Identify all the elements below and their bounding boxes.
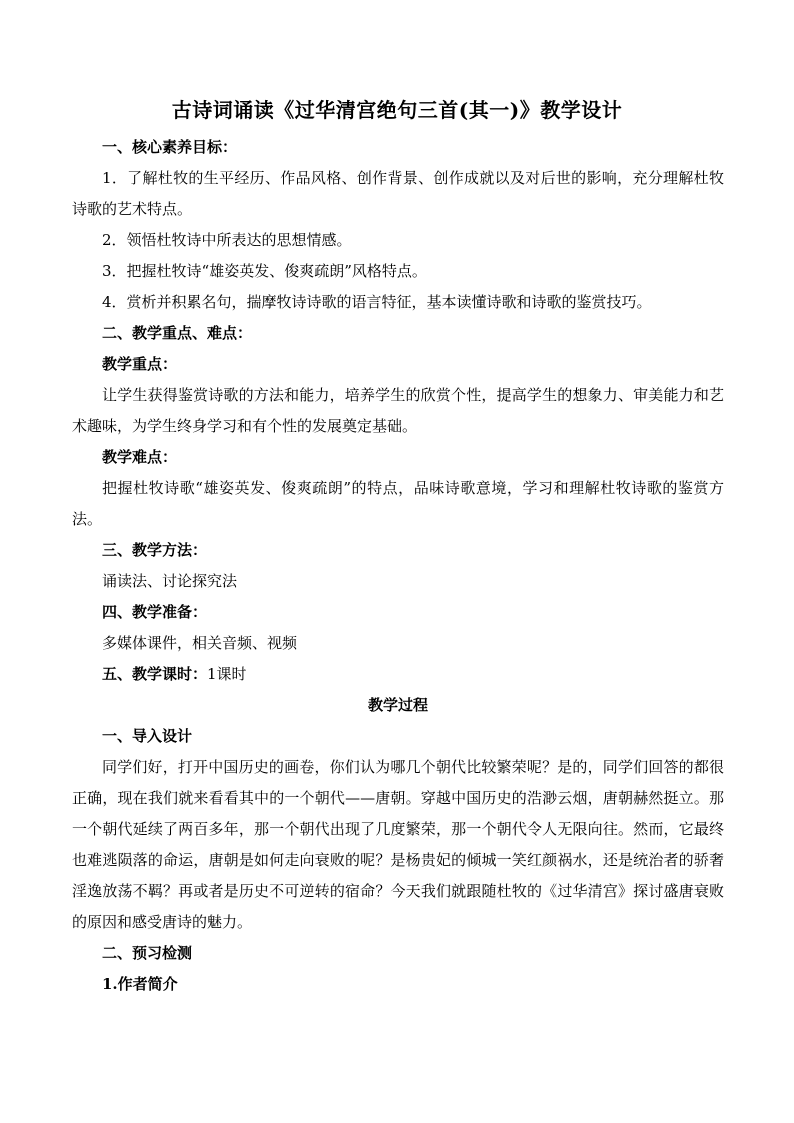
section-heading-class-hours: 五、教学课时： xyxy=(102,665,208,683)
section-heading-methods: 三、教学方法： xyxy=(102,541,208,559)
class-hours-text: 1课时 xyxy=(207,665,247,683)
process-heading: 教学过程 xyxy=(367,696,428,714)
key-point-label: 教学重点： xyxy=(102,355,178,373)
key-point-text: 让学生获得鉴赏诗歌的方法和能力，培养学生的欣赏个性，提高学生的想象力、审美能力和艺术趣味，为学生终身学习和有个性的发展奠定基础。 xyxy=(72,386,724,435)
section-heading-preparation: 四、教学准备： xyxy=(102,603,208,621)
goal-item-2: 2．领悟杜牧诗中所表达的思想情感。 xyxy=(102,231,352,249)
author-intro-heading: 1.作者简介 xyxy=(102,975,178,993)
difficulty-text: 把握杜牧诗歌“雄姿英发、俊爽疏朗”的特点，品味诗歌意境，学习和理解杜牧诗歌的鉴赏方法。 xyxy=(72,479,724,528)
intro-text: 同学们好，打开中国历史的画卷，你们认为哪几个朝代比较繁荣呢？是的，同学们回答的都很正确，现在我们就来看看其中的一个朝代——唐朝。穿越中国历史的浩渺云烟，唐朝赫然挺立。那一个朝代延续了两百多年，那一个朝代出现了几度繁荣，那一个朝代令人无限向往。然而，它最终也难逃陨落的命运，唐朝是如何走向衰败的呢？是杨贵妃的倾城一笑红颜祸水，还是统治者的骄奢淫逸放荡不羁？再或者是历史不可逆转的宿命？今天我们就跟随杜牧的《过华清宫》探讨盛唐衰败的原因和感受唐诗的魅力。 xyxy=(72,758,724,931)
preview-heading: 二、预习检测 xyxy=(102,944,193,962)
section-heading-key-points: 二、教学重点、难点： xyxy=(102,324,253,342)
section-heading-goals: 一、核心素养目标： xyxy=(102,138,238,156)
preparation-text: 多媒体课件，相关音频、视频 xyxy=(102,634,298,652)
goal-item-4: 4．赏析并积累名句，揣摩牧诗诗歌的语言特征，基本读懂诗歌和诗歌的鉴赏技巧。 xyxy=(102,293,652,311)
document-title: 古诗词诵读《过华清宫绝句三首(其一)》教学设计 xyxy=(171,98,623,122)
difficulty-label: 教学难点： xyxy=(102,448,178,466)
class-hours-line xyxy=(72,659,724,690)
goal-item-3: 3．把握杜牧诗“雄姿英发、俊爽疏朗”风格特点。 xyxy=(102,262,427,280)
methods-text: 诵读法、讨论探究法 xyxy=(102,572,238,590)
intro-heading: 一、导入设计 xyxy=(102,727,193,745)
document-body xyxy=(72,132,724,1000)
goal-item-1: 1．了解杜牧的生平经历、作品风格、创作背景、创作成就以及对后世的影响，充分理解杜牧诗歌的艺术特点。 xyxy=(72,169,724,218)
